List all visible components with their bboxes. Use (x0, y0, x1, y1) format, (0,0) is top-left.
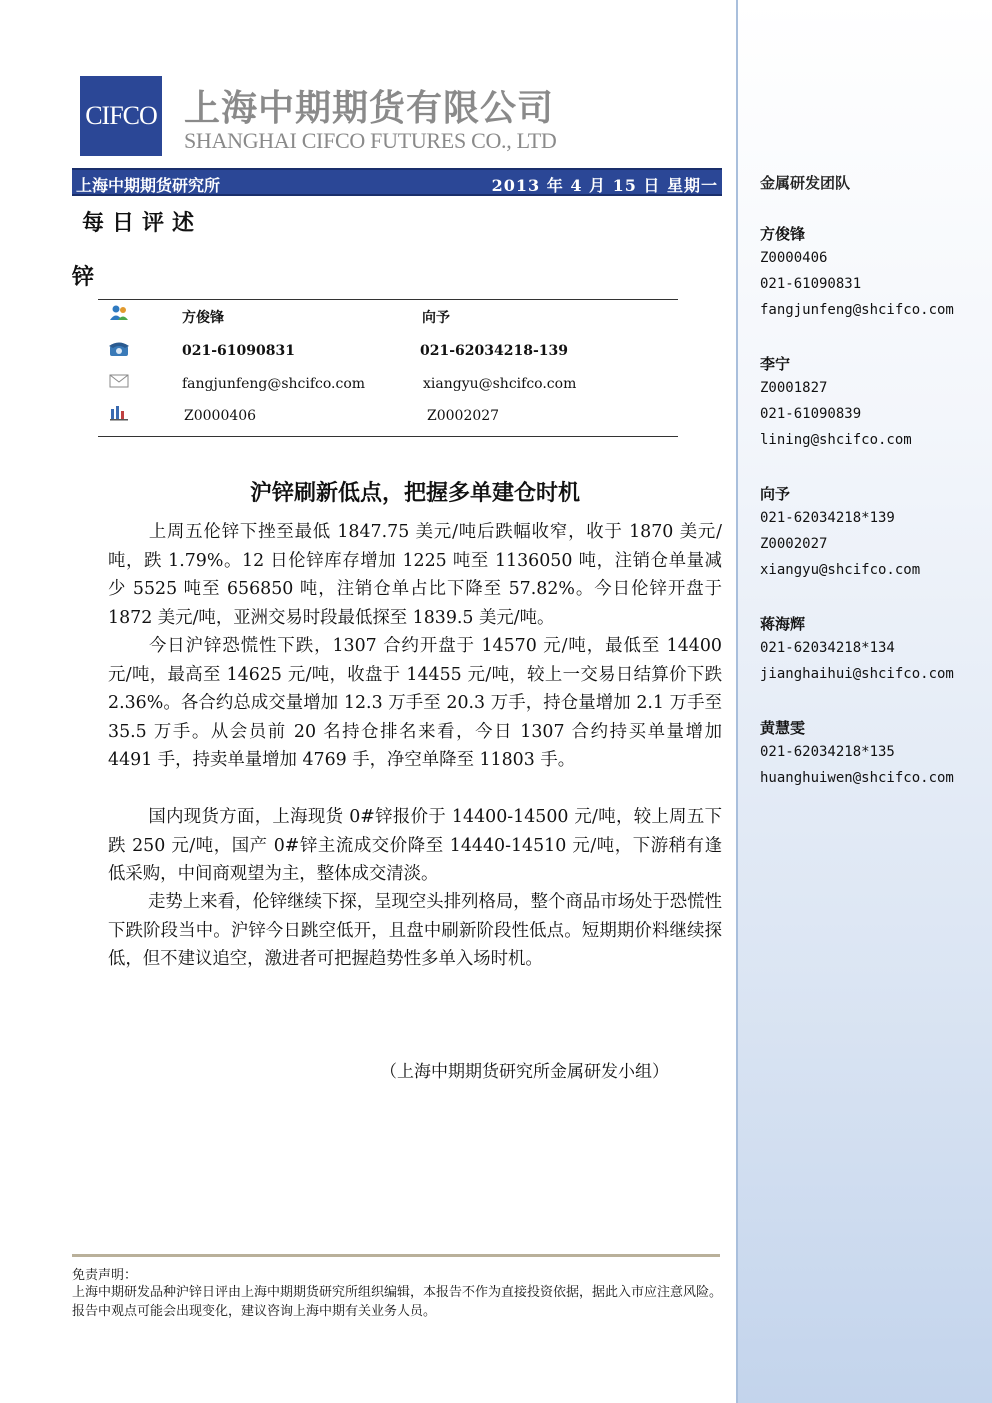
paragraph-4 (108, 888, 722, 974)
paragraph-1 (108, 518, 722, 632)
paragraph-3 (108, 803, 722, 889)
paragraph-4-text: 走势上来看，伦锌继续下探，呈现空头排列格局，整个商品市场处于恐慌性下跌阶段当中。沪锌今日跳空低开，且盘中刷新阶段性低点。短期期价料继续探低，但不建议追空，激进者可把握趋势性多单入场时机。 (108, 892, 722, 970)
person-icon (108, 304, 130, 322)
company-logo (80, 76, 162, 156)
member-id: Z0001827 (760, 380, 828, 396)
member-id: Z0002027 (760, 536, 828, 552)
team-title: 金属研发团队 (760, 174, 851, 192)
email-icon (108, 372, 130, 390)
disclaimer-divider (72, 1254, 720, 1257)
author1-id: Z0000406 (184, 408, 257, 424)
member-phone: 021-62034218*135 (760, 744, 895, 760)
team-sidebar (736, 0, 992, 1403)
product-name: 锌 (72, 264, 95, 290)
author2-email[interactable]: xiangyu@shcifco.com (423, 376, 577, 392)
phone-icon (108, 340, 130, 358)
author1-phone: 021-61090831 (182, 343, 295, 359)
paragraph-1-text: 上周五伦锌下挫至最低 1847.75 美元/吨后跌幅收窄，收于 1870 美元/吨，跌 1.79%。12 日伦锌库存增加 1225 吨至 1136050 吨，注销仓单量减少 5525 吨至 656850 吨，注销仓单占比下降至 57.82%。今日伦锌开盘于 1872 美元/吨，亚洲交易时段最低探至 1839.5 美元/吨。 (108, 522, 722, 628)
paragraph-2-text: 今日沪锌恐慌性下跌，1307 合约开盘于 14570 元/吨，最低至 14400 元/吨，最高至 14625 元/吨，收盘于 14455 元/吨，较上一交易日结算价下跌 2.36%。各合约总成交量增加 12.3 万手至 20.3 万手，持仓量增加 2.1 万手至 35.5 万手。从会员前 20 名持仓排名来看，今日 1307 合约持买单量增加 4491 手，持卖单量增加 4769 手，净空单降至 11803 手。 (108, 636, 722, 771)
date-bar (72, 168, 722, 196)
author2-phone: 021-62034218-139 (420, 343, 568, 359)
member-email[interactable]: jianghaihui@shcifco.com (760, 666, 954, 682)
logo-text: CIFCO (85, 101, 157, 130)
member-email[interactable]: lining@shcifco.com (760, 432, 912, 448)
member-name: 黄慧雯 (760, 719, 806, 737)
author1-name: 方俊锋 (182, 310, 224, 326)
member-name: 向予 (760, 485, 791, 503)
member-email[interactable]: xiangyu@shcifco.com (760, 562, 921, 578)
signature: （上海中期期货研究所金属研发小组） (380, 1062, 669, 1082)
member-id: Z0000406 (760, 250, 828, 266)
member-phone: 021-62034218*134 (760, 640, 895, 656)
paragraph-3-text: 国内现货方面，上海现货 0#锌报价于 14400-14500 元/吨，较上周五下跌 250 元/吨，国产 0#锌主流成交价降至 14440-14510 元/吨，下游稍有逢低采购，中间商观望为主，整体成交清淡。 (108, 807, 722, 885)
report-date: 2013 年 4 月 15 日 星期一 (491, 176, 718, 195)
member-email[interactable]: fangjunfeng@shcifco.com (760, 302, 954, 318)
member-name: 李宁 (760, 355, 791, 373)
certificate-icon (108, 403, 130, 421)
member-email[interactable]: huanghuiwen@shcifco.com (760, 770, 954, 786)
author2-id: Z0002027 (427, 408, 500, 424)
paragraph-2 (108, 632, 722, 775)
section-title: 每日评述 (82, 210, 203, 236)
member-phone: 021-62034218*139 (760, 510, 895, 526)
member-name: 方俊锋 (760, 225, 806, 243)
author1-email[interactable]: fangjunfeng@shcifco.com (182, 376, 366, 392)
contact-divider-bottom (98, 436, 678, 437)
company-name-en: SHANGHAI CIFCO FUTURES CO., LTD (184, 128, 557, 153)
member-phone: 021-61090839 (760, 406, 862, 422)
company-name-cn: 上海中期期货有限公司 (184, 88, 555, 129)
member-name: 蒋海辉 (760, 615, 806, 633)
article-title: 沪锌刷新低点，把握多单建仓时机 (249, 481, 580, 506)
institute-name: 上海中期期货研究所 (76, 176, 221, 195)
disclaimer-text: 上海中期研发品种沪锌日评由上海中期期货研究所组织编辑，本报告不作为直接投资依据，据此入市应注意风险。报告中观点可能会出现变化，建议咨询上海中期有关业务人员。 (72, 1285, 723, 1319)
member-phone: 021-61090831 (760, 276, 862, 292)
author2-name: 向予 (422, 310, 450, 326)
disclaimer-title: 免责声明： (72, 1268, 138, 1283)
contact-divider-top (98, 299, 678, 300)
